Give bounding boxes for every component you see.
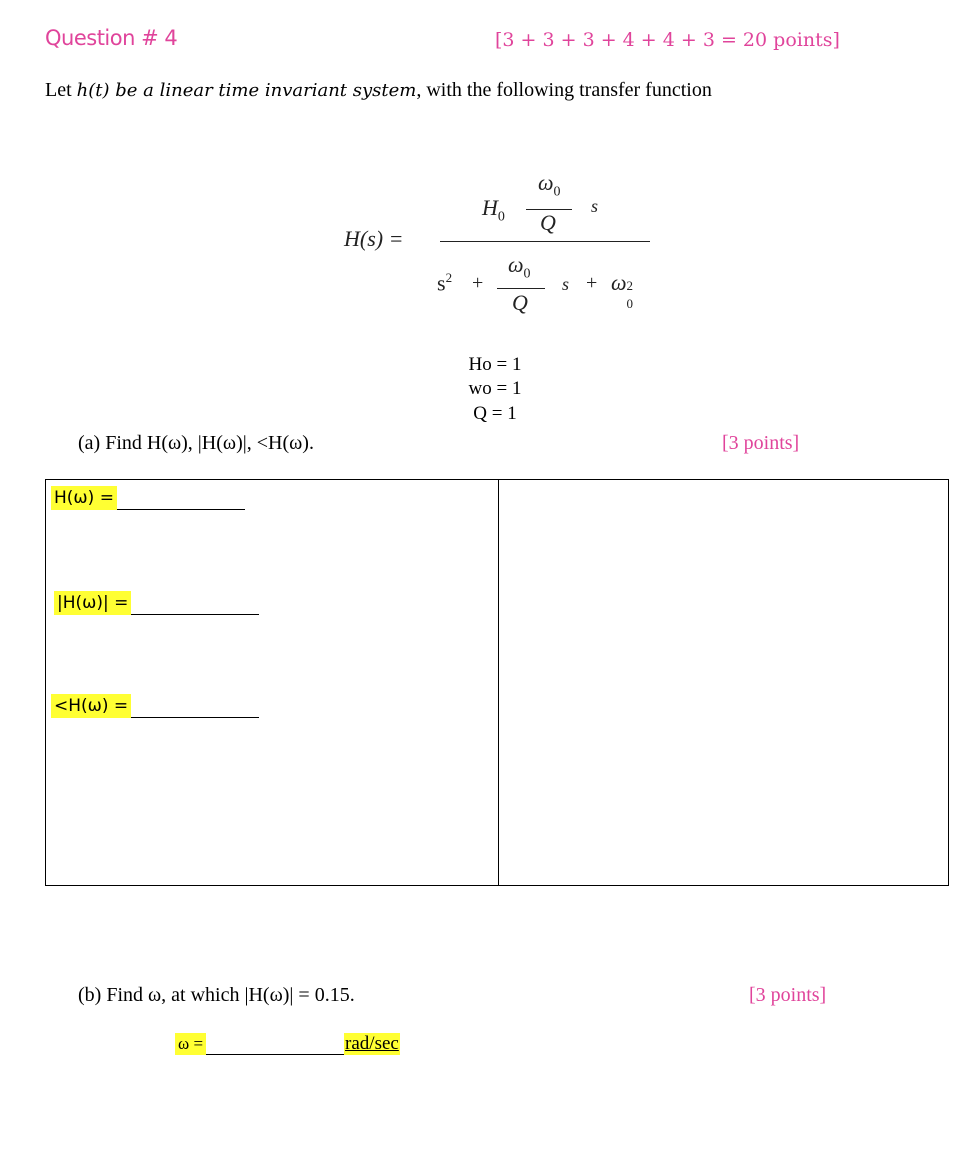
intro-math: h(t) be a linear time invariant system — [76, 80, 417, 101]
answer-h-omega — [51, 486, 245, 510]
answer-magnitude-label: |H(ω)| = — [54, 591, 131, 615]
answer-omega — [175, 1032, 400, 1055]
part-a-question: (a) Find H(ω), |H(ω)|, <H(ω). — [78, 432, 314, 454]
intro-prefix: Let — [45, 79, 77, 101]
main-fraction-bar — [440, 241, 650, 242]
intro-text — [45, 79, 712, 102]
denominator-plus-1: + — [472, 272, 484, 294]
denominator-s-squared: $s^2$ — [437, 270, 453, 296]
answer-magnitude — [54, 591, 259, 615]
equation-lhs: H(s) = — [344, 226, 404, 251]
given-q: Q = 1 — [473, 403, 517, 424]
answer-h-omega-blank[interactable] — [117, 487, 245, 510]
answer-box-right[interactable] — [498, 479, 949, 886]
given-wo: wo = 1 — [468, 378, 522, 399]
numerator-s: s — [591, 196, 599, 216]
numerator-Q: Q — [540, 210, 556, 235]
answer-omega-label: ω = — [175, 1033, 206, 1055]
given-ho: Ho = 1 — [468, 354, 522, 375]
answer-omega-blank[interactable] — [206, 1032, 344, 1055]
intro-suffix: , with the following transfer function — [416, 79, 712, 101]
denominator-Q: Q — [512, 290, 528, 315]
denominator-omega0-squared: ω 2 0 — [611, 270, 634, 311]
answer-box-left[interactable] — [45, 479, 499, 886]
answer-omega-unit: rad/sec — [345, 1033, 399, 1054]
numerator-omega0: $\omega_0$ — [538, 170, 561, 200]
denominator-s: s — [562, 274, 570, 294]
question-total-points: [3 + 3 + 3 + 4 + 4 + 3 = 20 points] — [495, 29, 840, 51]
answer-h-omega-label: H(ω) = — [51, 486, 117, 510]
answer-phase — [51, 694, 259, 718]
question-title: Question # 4 — [45, 26, 178, 50]
part-a-points: [3 points] — [722, 432, 800, 454]
answer-phase-blank[interactable] — [131, 695, 259, 718]
denominator-plus-2: + — [586, 272, 598, 294]
part-b-question: (b) Find ω, at which |H(ω)| = 0.15. — [78, 984, 355, 1006]
part-b-points: [3 points] — [749, 984, 827, 1006]
answer-phase-label: <H(ω) = — [51, 694, 131, 718]
denominator-omega0: $\omega_0$ — [508, 252, 531, 282]
numerator-H0: $H_0$ — [482, 195, 505, 225]
answer-magnitude-blank[interactable] — [131, 592, 259, 615]
